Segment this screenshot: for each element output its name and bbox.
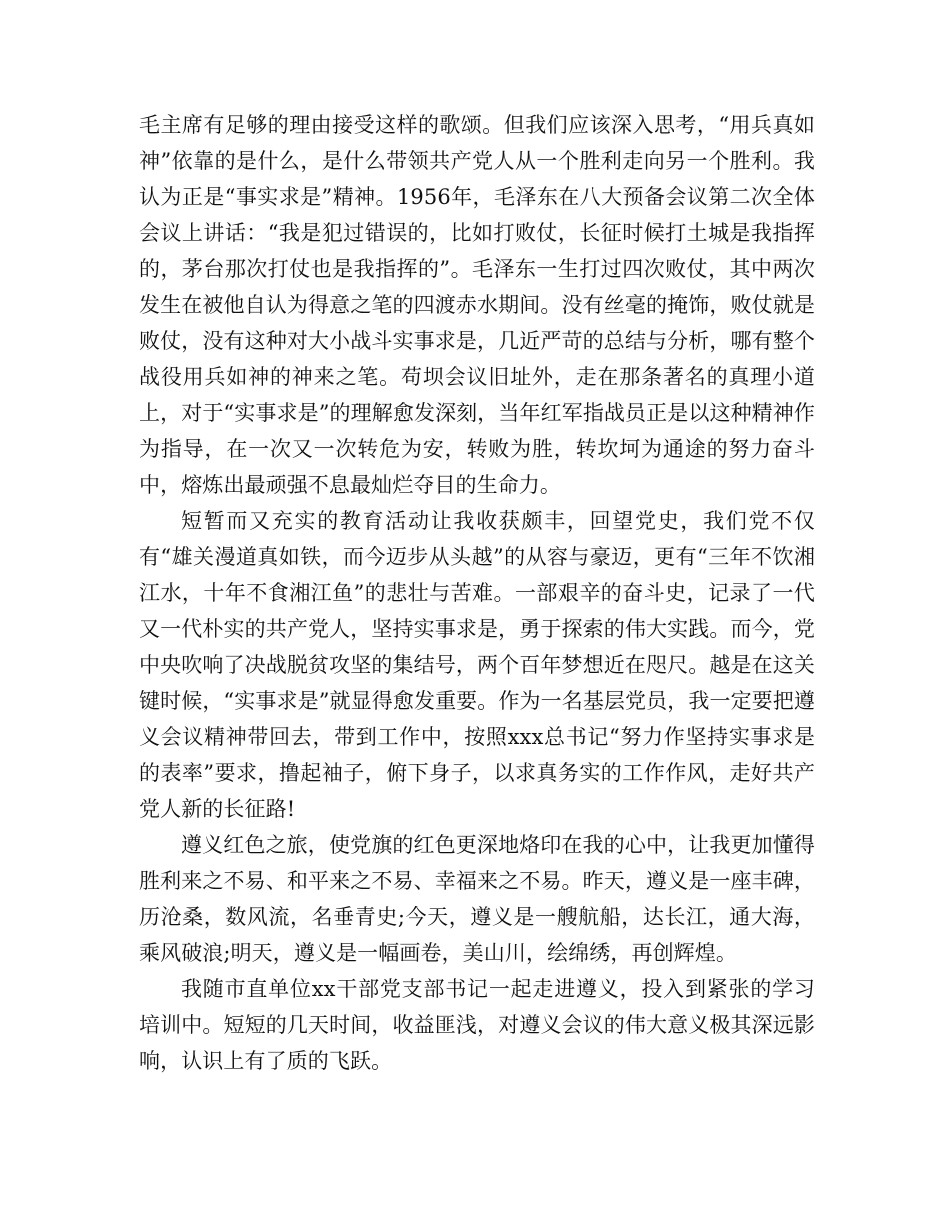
paragraph-1: 毛主席有足够的理由接受这样的歌颂。但我们应该深入思考，“用兵真如神”依靠的是什么，是什么带领共产党人从一个胜利走向另一个胜利。我认为正是“事实求是”精神。1956年，毛泽东在八大预备会议第二次全体会议上讲话：“我是犯过错误的，比如打败仗，长征时候打土城是我指挥的，茅台那次打仗也是我指挥的”。毛泽东一生打过四次败仗，其中两次发生在被他自认为得意之笔的四渡赤水期间。没有丝毫的掩饰，败仗就是败仗，没有这种对大小战斗实事求是，几近严苛的总结与分析，哪有整个战役用兵如神的神来之笔。苟坝会议旧址外，走在那条著名的真理小道上，对于“实事求是”的理解愈发深刻，当年红军指战员正是以这种精神作为指导，在一次又一次转危为安，转败为胜，转坎坷为通途的努力奋斗中，熔炼出最顽强不息最灿烂夺目的生命力。 bbox=[139, 113, 815, 497]
paragraph-2: 短暂而又充实的教育活动让我收获颇丰，回望党史，我们党不仅有“雄关漫道真如铁，而今迈步从头越”的从容与豪迈，更有“三年不饮湘江水，十年不食湘江鱼”的悲壮与苦难。一部艰辛的奋斗史，记录了一代又一代朴实的共产党人，坚持实事求是，勇于探索的伟大实践。而今，党中央吹响了决战脱贫攻坚的集结号，两个百年梦想近在咫尺。越是在这关键时候，“实事求是”就显得愈发重要。作为一名基层党员，我一定要把遵义会议精神带回去，带到工作中，按照xxx总书记“努力作坚持实事求是的表率”要求，撸起袖子，俯下身子，以求真务实的工作作风，走好共产党人新的长征路! bbox=[139, 509, 815, 821]
paragraph-3: 遵义红色之旅，使党旗的红色更深地烙印在我的心中，让我更加懂得胜利来之不易、和平来之不易、幸福来之不易。昨天，遵义是一座丰碑，历沧桑，数风流，名垂青史;今天，遵义是一艘航船，达长江，通大海，乘风破浪;明天，遵义是一幅画卷，美山川，绘绵绣，再创辉煌。 bbox=[139, 833, 815, 965]
paragraph-4: 我随市直单位xx干部党支部书记一起走进遵义，投入到紧张的学习培训中。短短的几天时间，收益匪浅，对遵义会议的伟大意义极其深远影响，认识上有了质的飞跃。 bbox=[139, 977, 815, 1073]
document-body bbox=[139, 107, 815, 1079]
